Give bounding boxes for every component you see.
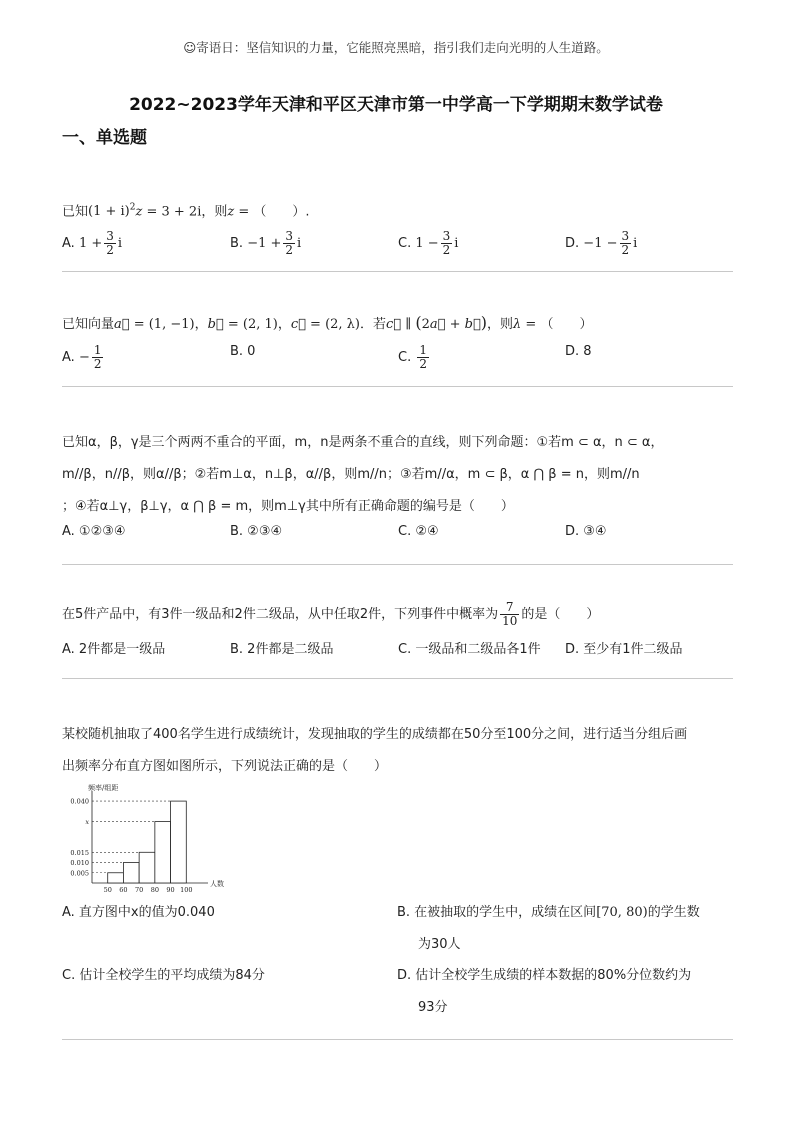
q2-option-d[interactable]: D. 8	[565, 344, 592, 359]
q5-option-b-cont: 为30人	[418, 937, 461, 952]
x-axis-label: 人数	[210, 880, 224, 888]
y-axis-label: 频率/组距	[88, 784, 119, 792]
y-tick-label: 0.040	[70, 797, 89, 806]
q3-line-3: ；④若α⊥γ，β⊥γ，α ⋂ β = m，则m⊥γ其中所有正确命题的编号是（ ）	[62, 499, 514, 514]
q5-option-b[interactable]: B. 在被抽取的学生中，成绩在区间[70, 80)的学生数	[397, 905, 700, 920]
q5-line-1: 某校随机抽取了400名学生进行成绩统计，发现抽取的学生的成绩都在50分至100分之间，进行适当分组后画	[62, 727, 688, 742]
question-5-stem	[62, 719, 734, 783]
question-1-stem: 已知$(1 + i)^2z = 3 + 2i$，则z = （ ）.	[62, 203, 310, 220]
q3-option-d[interactable]: D. ③④	[565, 524, 607, 539]
q5-option-d[interactable]: D. 估计全校学生成绩的样本数据的80%分位数约为	[397, 968, 692, 983]
frequency-histogram	[62, 783, 242, 895]
x-tick-label: 100	[180, 886, 193, 894]
q5-line-2: 出频率分布直方图如图所示，下列说法正确的是（ ）	[62, 759, 388, 774]
q3-line-1: 已知α，β，γ是三个两两不重合的平面，m，n是两条不重合的直线，则下列命题：①若m ⊂ α，n ⊂ α，	[62, 435, 664, 450]
q4-option-c[interactable]: C. 一级品和二级品各1件	[398, 642, 541, 657]
q2-option-c[interactable]: C. $\frac{1}{2}$	[398, 343, 427, 371]
q1-option-b[interactable]: B. −1 + $\frac{3}{2}$ i	[230, 229, 302, 257]
histogram-bar	[171, 801, 187, 883]
q1-option-c[interactable]: C. 1 − $\frac{3}{2}$ i	[398, 229, 459, 257]
divider	[62, 678, 733, 679]
divider	[62, 271, 733, 272]
q2-option-a[interactable]: A. − $\frac{1}{2}$	[62, 343, 102, 371]
histogram-bar	[108, 873, 124, 883]
y-tick-label: x	[85, 818, 89, 827]
q3-option-c[interactable]: C. ②④	[398, 524, 439, 539]
question-4-options	[62, 638, 734, 662]
y-tick-label: 0.010	[70, 859, 89, 868]
histogram-bar	[155, 822, 171, 883]
divider	[62, 564, 733, 565]
q3-option-b[interactable]: B. ②③④	[230, 524, 283, 539]
x-tick-label: 90	[166, 886, 175, 894]
q3-option-a[interactable]: A. ①②③④	[62, 524, 126, 539]
question-1-options	[62, 229, 734, 257]
section-heading: 一、单选题	[62, 128, 147, 148]
page-title: 2022~2023学年天津和平区天津市第一中学高一下学期期末数学试卷	[129, 95, 663, 115]
motto-line: ☺寄语日：坚信知识的力量，它能照亮黑暗，指引我们走向光明的人生道路。	[183, 40, 609, 55]
y-tick-label: 0.005	[70, 869, 89, 878]
q1-option-a[interactable]: A. 1 + $\frac{3}{2}$ i	[62, 229, 123, 257]
divider	[62, 1039, 733, 1040]
question-3-options	[62, 524, 734, 548]
q4-option-b[interactable]: B. 2件都是二级品	[230, 642, 334, 657]
x-tick-label: 60	[119, 886, 128, 894]
q5-option-d-cont: 93分	[418, 1000, 448, 1015]
q3-line-2: m//β，n//β，则α//β；②若m⊥α，n⊥β，α//β，则m//n；③若m//α，m ⊂ β，α ⋂ β = n，则m//n	[62, 467, 640, 482]
question-2-options	[62, 343, 734, 371]
q5-option-a[interactable]: A. 直方图中x的值为0.040	[62, 905, 215, 920]
x-tick-label: 70	[135, 886, 144, 894]
q4-option-a[interactable]: A. 2件都是一级品	[62, 642, 166, 657]
q1-option-d[interactable]: D. −1 − $\frac{3}{2}$ i	[565, 229, 638, 257]
q5-option-c[interactable]: C. 估计全校学生的平均成绩为84分	[62, 968, 265, 983]
question-2-stem: 已知向量a⃗ = (1, −1)，b⃗ = (2, 1)，c⃗ = (2, λ)．若c⃗ ∥ (2a⃗ + b⃗)，则λ = （ ）	[62, 313, 593, 332]
y-tick-label: 0.015	[70, 848, 89, 857]
x-tick-label: 50	[103, 886, 112, 894]
question-3-stem	[62, 427, 734, 523]
question-4-stem: 在5件产品中，有3件一级品和2件二级品，从中任取2件，下列事件中概率为 $\frac{7}{10}$ 的是（ ）	[62, 600, 600, 628]
q2-option-b[interactable]: B. 0	[230, 344, 256, 359]
histogram-bar	[123, 863, 139, 883]
x-tick-label: 80	[150, 886, 159, 894]
q4-option-d[interactable]: D. 至少有1件二级品	[565, 642, 683, 657]
histogram-bar	[139, 852, 155, 883]
divider	[62, 386, 733, 387]
